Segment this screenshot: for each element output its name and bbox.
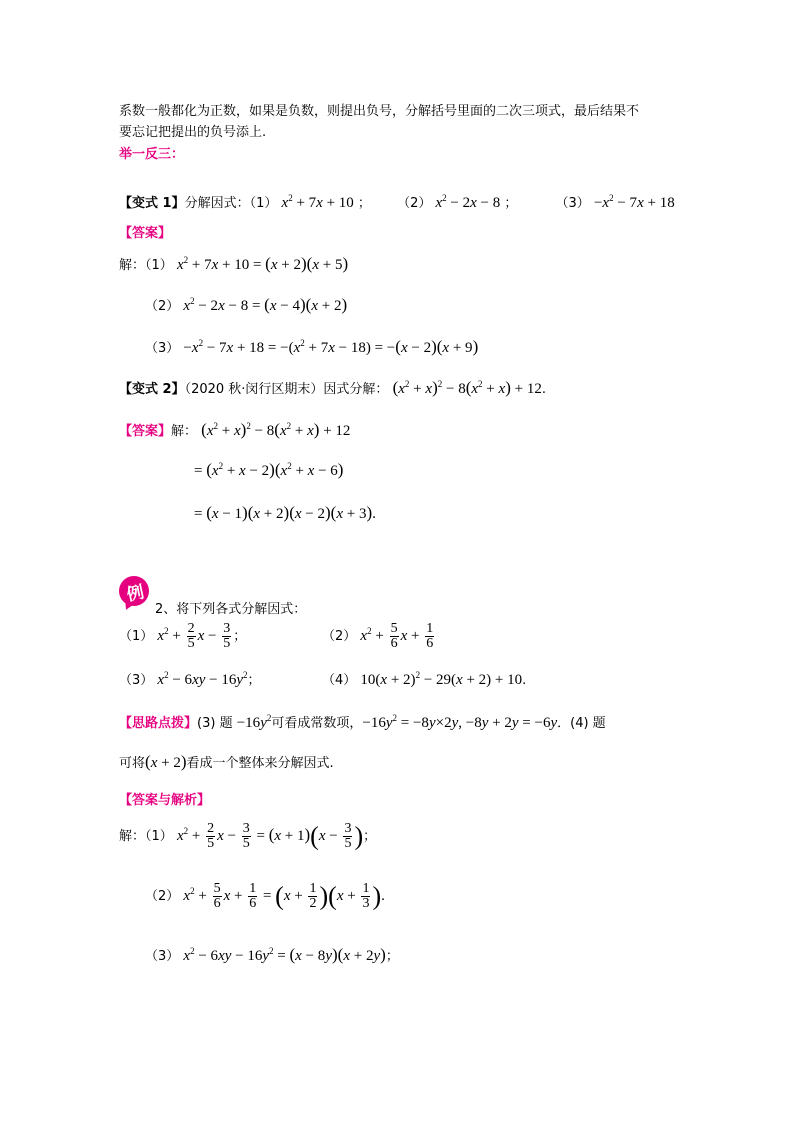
hint-text-e: 看成一个整体来分解因式. [186, 756, 334, 771]
variant1-expr1: $x^2 + 7x + 10$ [281, 193, 354, 211]
ex-answer-2 [145, 882, 385, 911]
hint-text-b: 可看成常数项， [271, 716, 363, 731]
v1-answer-2-label: （2） [145, 299, 180, 314]
example-part2 [322, 622, 436, 651]
variant1-part1-label: （1） [249, 196, 278, 211]
section-title: 举一反三： [119, 147, 185, 162]
ex-answer-3-math: $x^2 - 6xy - 16y^2 = (x - 8y)(x + 2y)$ [183, 945, 386, 964]
hint-math-b: $-16y^2 = -8y\times 2y$, −8y + 2y = −6y [362, 713, 558, 731]
v2-answer-1 [119, 420, 350, 440]
example-part4-math: $10(x + 2)^2 - 29(x + 2) + 10$ [360, 670, 523, 688]
v1-answer-1-math: $x^2 + 7x + 10 = (x + 2)(x + 5)$ [176, 254, 349, 273]
example-title: 2、将下列各式分解因式： [155, 602, 307, 617]
intro-line-2: 要忘记把提出的负号添上. [119, 125, 267, 140]
example-badge-text: 例 [125, 582, 146, 606]
analysis-label: 【答案与解析】 [119, 793, 211, 808]
answer-label-1: 【答案】 [119, 226, 172, 241]
hint-text-c: ．(4) 题 [557, 716, 606, 731]
v1-answer-2-math: $x^2 - 2x - 8 = (x - 4)(x + 2)$ [183, 295, 348, 314]
answer-label-2: 【答案】 [119, 424, 172, 439]
v2-answer-2-math: = $(x^2 + x - 2)(x^2 + x - 6)$ [194, 460, 344, 479]
variant1-part2-label: （2） [397, 196, 432, 211]
hint-math-c: (x + 2) [145, 752, 187, 771]
ex-answer-1-math: $x^2$ + $\frac{2}{5}$ x − $\frac{3}{5}$ = (x + 1)(x − $\frac{3}{5}$ ) [176, 821, 364, 851]
variant1-part3-label: （3） [555, 196, 590, 211]
hint-text-d: 可将 [119, 756, 146, 771]
v1-answer-3-math: $-x^2 - 7x + 18 = -(x^2 + 7x - 18) = -(x - 2)(x + 9)$ [183, 337, 479, 356]
v1-answer-1-label: （1） [145, 258, 173, 273]
intro-line-1: 系数一般都化为正数，如果是负数，则提出负号，分解括号里面的二次三项式，最后结果不 [119, 104, 640, 119]
example-part4: （4） $10(x + 2)^2 - 29(x + 2) + 10$. [322, 670, 527, 688]
variant2-label: 【变式 2】 [119, 382, 185, 397]
variant2-question [119, 378, 546, 398]
variant2-expr: $(x^2 + x)^2 - 8(x^2 + x) + 12$ [392, 378, 542, 397]
example-badge [119, 576, 151, 608]
v1-answer-2 [145, 295, 347, 315]
v1-answer-3-label: （3） [145, 341, 180, 356]
variant1-question: 【变式 1】分解因式：（1） $x^2 + 7x + 10$ ； （2） $x^2 - 2x - 8$ ； $(3) -x^2 - 7x + 18$ [119, 193, 675, 211]
example-part1-math: $x^2$ + $\frac{2}{5}$ x − $\frac{3}{5}$ [157, 621, 231, 651]
variant1-text: 分解因式： [184, 196, 250, 211]
solve-label-3: 解： [119, 828, 146, 844]
variant2-source: （2020 秋·闵行区期末）因式分解： [184, 382, 389, 397]
hint-line-2 [119, 752, 334, 772]
ex-answer-3-label: （3） [145, 949, 180, 964]
example-part1: （1） $x^2$ + $\frac{2}{5}$ x − $\frac{3}{5}$ ； [119, 621, 247, 651]
example-part2-label: （2） [322, 628, 357, 644]
example-part3-label: （3） [119, 673, 154, 688]
example-part3-math: $x^2 - 6xy - 16y^2$ [157, 670, 248, 688]
v1-answer-1 [119, 254, 348, 274]
variant1-expr2: $x^2 - 2x - 8$ [435, 193, 501, 211]
v2-answer-2 [194, 460, 343, 480]
variant1-expr3: $-x^2 - 7x + 18$ [593, 193, 675, 211]
hint-text-a: (3) 题 [197, 716, 233, 731]
ex-answer-1-label: （1） [145, 828, 173, 844]
ex-answer-2-label: （2） [145, 888, 180, 904]
example-part2-math: $x^2$ + $\frac{5}{6}$ x + $\frac{1}{6}$ [360, 621, 434, 651]
v2-answer-1-math: $(x^2 + x)^2 - 8(x^2 + x) + 12$ [201, 420, 351, 439]
example-part1-label: （1） [119, 628, 154, 644]
variant2-end: . [541, 382, 546, 397]
ex-answer-1: 解：（1） $x^2$ + $\frac{2}{5}$ x − $\frac{3}{5}$ = (x + 1)(x − $\frac{3}{5}$ )； [119, 821, 377, 851]
solve-label-2: 解： [171, 424, 198, 439]
hint-math-a: $-16y^2$ [236, 713, 272, 731]
ex-answer-2-math: $x^2$ + $\frac{5}{6}$ x + $\frac{1}{6}$ = (x + $\frac{1}{2}$ )(x + $\frac{1}{3}$ ). [183, 881, 385, 911]
example-part4-label: （4） [322, 673, 357, 688]
example-part3: （3） $x^2 - 6xy - 16y^2$； [119, 670, 261, 688]
v2-answer-3-math: = (x − 1)(x + 2)(x − 2)(x + 3). [194, 503, 376, 522]
v2-answer-3 [194, 503, 376, 523]
variant1-label: 【变式 1】 [119, 196, 185, 211]
hint-line-1 [119, 712, 606, 732]
ex-answer-3: （3） $x^2 - 6xy - 16y^2 = (x - 8y)(x + 2y)$； [145, 945, 399, 964]
hint-label: 【思路点拨】 [119, 716, 198, 731]
v1-answer-3 [145, 337, 478, 357]
solve-label: 解： [119, 258, 146, 273]
